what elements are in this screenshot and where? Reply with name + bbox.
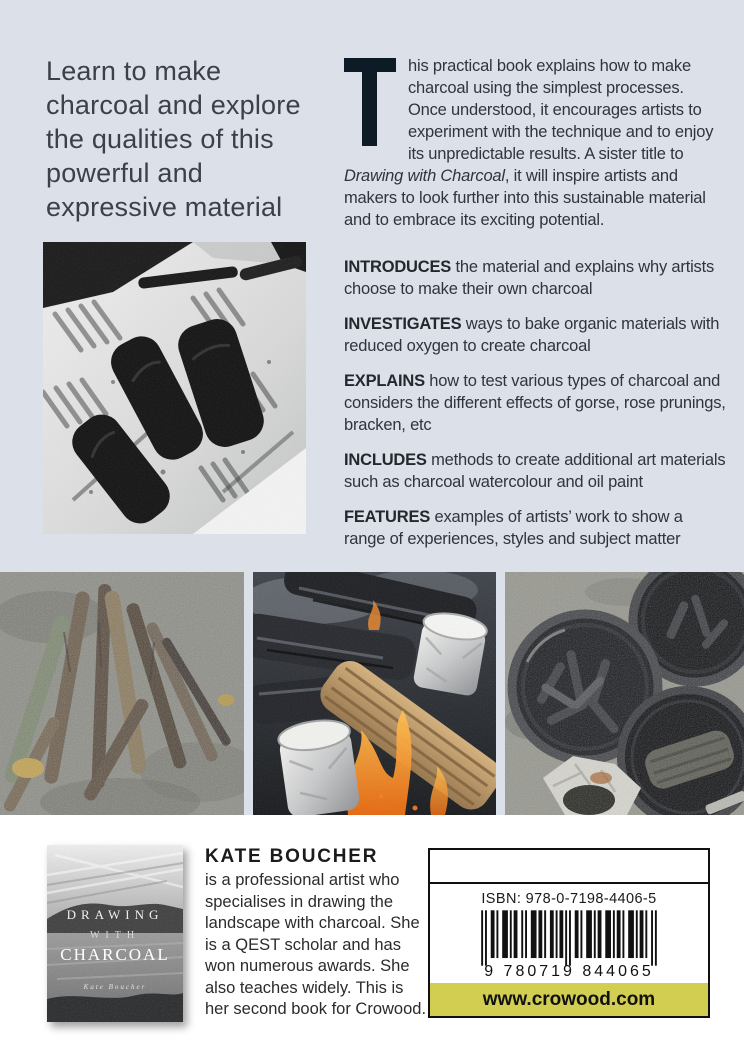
isbn-label: ISBN: 978-0-7198-4406-5 xyxy=(481,891,657,907)
bullet-investigates xyxy=(344,313,728,357)
photo-charcoal-tins-overhead xyxy=(505,572,744,815)
dropcap-letter xyxy=(344,58,396,146)
cover-title-with: WITH xyxy=(89,930,141,941)
bullet-keyword: INTRODUCES xyxy=(344,258,452,276)
barcode-blank-strip xyxy=(430,850,708,884)
blurb-text-after: , it will inspire artists and makers to look further into this sustainable material and to embrace its exciting potential. xyxy=(344,167,706,229)
cover-title-drawing: DRAWING xyxy=(66,907,164,922)
bullet-introduces xyxy=(344,256,728,300)
photo-band xyxy=(0,572,744,815)
bullet-keyword: EXPLAINS xyxy=(344,372,425,390)
bullet-features xyxy=(344,506,728,550)
intro-paragraph xyxy=(344,55,724,231)
author-bio xyxy=(205,846,431,1021)
cover-title-charcoal: CHARCOAL xyxy=(60,945,170,964)
publisher-website: www.crowood.com xyxy=(430,983,708,1016)
cover-thumbnail-drawing-with-charcoal xyxy=(47,845,183,1022)
cover-title-block xyxy=(47,845,183,1022)
bullet-keyword: FEATURES xyxy=(344,508,431,526)
bullet-keyword: INVESTIGATES xyxy=(344,315,462,333)
bullet-explains xyxy=(344,370,728,436)
cover-author-name: Kate Boucher xyxy=(83,983,147,991)
charcoal-board-illustration xyxy=(43,242,306,534)
barcode-box xyxy=(428,848,710,1018)
blurb-text-before: his practical book explains how to make charcoal using the simplest processes. Once understood, it encourages artists to experiment with the technique and to enjoy its unpredictable results. A sister title to xyxy=(408,57,714,163)
bullet-keyword: INCLUDES xyxy=(344,451,427,469)
twigs-illustration xyxy=(0,572,244,815)
bullet-text: methods to create additional art materials such as charcoal watercolour and oil paint xyxy=(344,451,726,491)
author-bio-text: is a professional artist who specialises in drawing the landscape with charcoal. She is a QEST scholar and has won numerous awards. She also teaches widely. This is her second book for Crowood. xyxy=(205,871,427,1018)
bullet-text: examples of artists’ work to show a range of experiences, styles and subject matter xyxy=(344,508,683,548)
photo-campfire-foil-tins xyxy=(253,572,496,815)
bullet-includes xyxy=(344,449,728,493)
photo-twigs-pile xyxy=(0,572,244,815)
barcode-digits: 9 780719 844065 xyxy=(484,963,654,980)
dropcap-T-glyph xyxy=(344,58,396,146)
photo-charcoal-sticks-on-board xyxy=(43,242,306,534)
campfire-illustration xyxy=(253,572,496,815)
bullet-text: the material and explains why artists choose to make their own charcoal xyxy=(344,258,715,298)
bullet-text: ways to bake organic materials with reduced oxygen to create charcoal xyxy=(344,315,720,355)
bullet-text: how to test various types of charcoal and considers the different effects of gorse, rose prunings, bracken, etc xyxy=(344,372,726,434)
author-name: KATE BOUCHER xyxy=(205,846,379,867)
bullet-list xyxy=(344,256,728,563)
barcode-bars xyxy=(464,910,674,966)
tagline: Learn to make charcoal and explore the qualities of this powerful and expressive material xyxy=(46,56,301,222)
tins-illustration xyxy=(505,572,744,815)
blurb-sister-title: Drawing with Charcoal xyxy=(344,167,505,185)
